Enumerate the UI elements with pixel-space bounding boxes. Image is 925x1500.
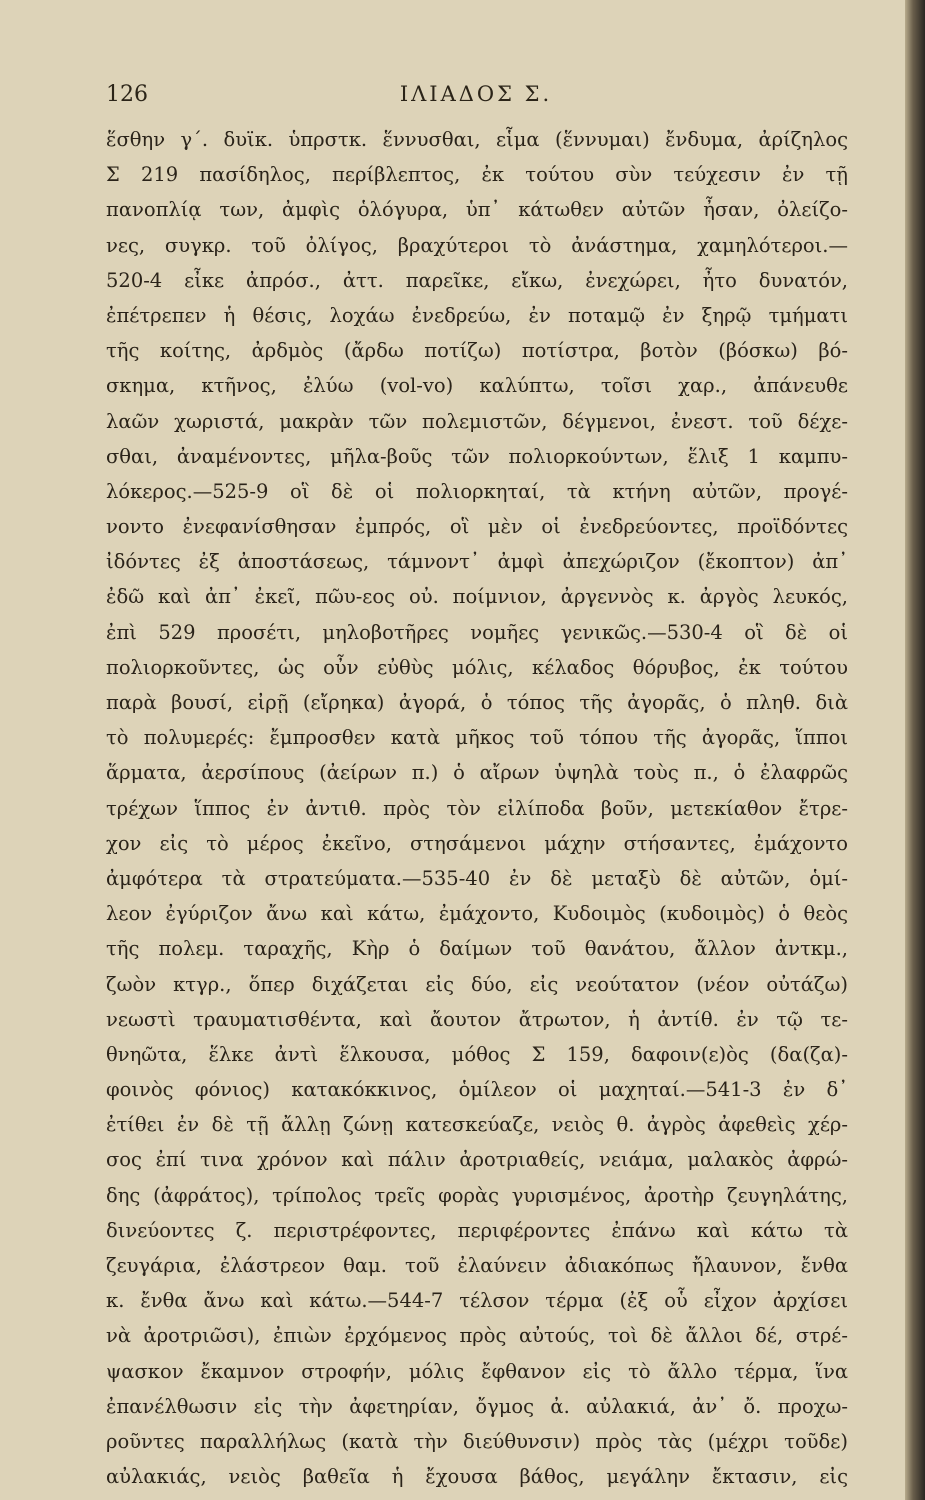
text-line: τρέχων ἵππος ἐν ἀντιθ. πρὸς τὸν εἰλίποδα βοῦν, μετεκίαθον ἔτρε- xyxy=(106,796,848,820)
text-line: σκημα, κτῆνος, ἐλύω (vol-vo) καλύπτω, τοῖσι χαρ., ἀπάνευθε xyxy=(106,374,848,398)
running-title: ΙΛΙΑΔΟΣ Σ. xyxy=(399,82,553,106)
text-line: σος ἐπί τινα χρόνον καὶ πάλιν ἀροτριαθείς, νειάμα, μαλακὸς ἀφρώ- xyxy=(106,1148,848,1172)
text-line: δινεύοντες ζ. περιστρέφοντες, περιφέροντες ἐπάνω καὶ κάτω τὰ xyxy=(106,1218,848,1242)
text-line: παρὰ βουσί, εἰρῇ (εἴρηκα) ἀγορά, ὁ τόπος τῆς ἀγορᾶς, ὁ πληθ. διὰ xyxy=(106,691,848,714)
book-binding-edge xyxy=(905,0,925,1500)
text-line: λόκερος.—525-9 οἳ δὲ οἱ πολιορκηταί, τὰ κτήνη αὐτῶν, προγέ- xyxy=(106,479,848,503)
text-line: ἰδόντες ἐξ ἀποστάσεως, τάμνοντ᾽ ἀμφὶ ἀπεχώριζον (ἔκοπτον) ἀπ᾽ xyxy=(106,550,848,574)
text-line: θνηῶτα, ἕλκε ἀντὶ ἕλκουσα, μόθος Σ 159, δαφοιν(ε)ὸς (δα(ζα)- xyxy=(106,1042,848,1066)
text-line: λεον ἐγύριζον ἄνω καὶ κάτω, ἐμάχοντο, Κυδοιμὸς (κυδοιμὸς) ὁ θεὸς xyxy=(106,902,848,926)
text-line: ψασκον ἔκαμνον στροφήν, μόλις ἔφθανον εἰς τὸ ἄλλο τέρμα, ἵνα xyxy=(106,1359,848,1383)
text-line: τὸ πολυμερές: ἔμπροσθεν κατὰ μῆκος τοῦ τόπου τῆς ἀγορᾶς, ἵπποι xyxy=(106,726,848,750)
text-line: Σ 219 πασίδηλος, περίβλεπτος, ἐκ τούτου σὺν τεύχεσιν ἐν τῇ xyxy=(106,163,848,187)
text-line: ἐδῶ καὶ ἀπ᾽ ἐκεῖ, πῶυ-εος οὐ. ποίμνιον, ἀργεννὸς κ. ἀργὸς λευκός, xyxy=(106,585,848,609)
text-line: ζευγάρια, ἐλάστρεον θαμ. τοῦ ἐλαύνειν ἀδιακόπως ἤλαυνον, ἔνθα xyxy=(106,1254,848,1277)
text-line: ροῦντες παραλλήλως (κατὰ τὴν διεύθυνσιν) πρὸς τὰς (μέχρι τοῦδε) xyxy=(106,1429,848,1453)
text-line: ἐπανέλθωσιν εἰς τὴν ἀφετηρίαν, ὄγμος ἀ. αὐλακιά, ἀν᾽ ὄ. προχω- xyxy=(106,1394,848,1418)
text-line: νες, συγκρ. τοῦ ὀλίγος, βραχύτεροι τὸ ἀνάστημα, χαμηλότεροι.— xyxy=(106,233,848,257)
text-line: πολιορκοῦντες, ὡς οὖν εὐθὺς μόλις, κέλαδος θόρυβος, ἐκ τούτου xyxy=(106,655,848,679)
text-line: χον εἰς τὸ μέρος ἐκεῖνο, στησάμενοι μάχην στήσαντες, ἐμάχοντο xyxy=(106,831,848,855)
text-line: ἀμφότερα τὰ στρατεύματα.—535-40 ἐν δὲ μεταξὺ δὲ αὐτῶν, ὁμί- xyxy=(106,866,848,890)
text-line: λαῶν χωριστά, μακρὰν τῶν πολεμιστῶν, δέγμενοι, ἐνεστ. τοῦ δέχε- xyxy=(106,409,848,433)
text-line: νὰ ἀροτριῶσι), ἐπιὼν ἐρχόμενος πρὸς αὐτούς, τοὶ δὲ ἄλλοι δέ, στρέ- xyxy=(106,1324,848,1348)
page-header xyxy=(106,82,846,122)
text-line: φοινὸς φόνιος) κατακόκκινος, ὁμίλεον οἱ μαχηταί.—541-3 ἐν δ᾽ xyxy=(106,1078,848,1102)
text-line: δης (ἀφράτος), τρίπολος τρεῖς φορὰς γυρισμένος, ἀροτὴρ ζευγηλάτης, xyxy=(106,1183,848,1207)
text-line: ἐπὶ 529 προσέτι, μηλοβοτῆρες νομῆες γενικῶς.—530-4 οἳ δὲ οἱ xyxy=(106,620,848,644)
text-line: ἐτίθει ἐν δὲ τῇ ἄλλῃ ζώνῃ κατεσκεύαζε, νειὸς θ. ἀγρὸς ἀφεθεὶς χέρ- xyxy=(106,1113,848,1137)
text-line: ἅρματα, ἀερσίπους (ἀείρων π.) ὁ αἴρων ὑψηλὰ τοὺς π., ὁ ἐλαφρῶς xyxy=(106,761,848,785)
text-line: ἐπέτρεπεν ἡ θέσις, λοχάω ἐνεδρεύω, ἐν ποταμῷ ἐν ξηρῷ τμήματι xyxy=(106,303,848,327)
text-line: ζωὸν κτγρ., ὅπερ διχάζεται εἰς δύο, εἰς νεούτατον (νέον οὐτάζω) xyxy=(106,972,848,996)
text-line: ἕσθην γ΄. δυϊκ. ὑπρστκ. ἕννυσθαι, εἷμα (ἕννυμαι) ἔνδυμα, ἀρίζηλος xyxy=(106,128,848,151)
text-line: νεωστὶ τραυματισθέντα, καὶ ἄουτον ἄτρωτον, ἡ ἀντίθ. ἐν τῷ τε- xyxy=(106,1007,848,1031)
text-line: πανοπλίᾳ των, ἀμφὶς ὁλόγυρα, ὑπ᾽ κάτωθεν αὐτῶν ἦσαν, ὀλείζο- xyxy=(106,198,848,222)
commentary-text xyxy=(106,122,848,1494)
text-line: αὐλακιάς, νειὸς βαθεῖα ἡ ἔχουσα βάθος, μεγάλην ἔκτασιν, εἰς xyxy=(106,1465,848,1489)
text-line: τῆς κοίτης, ἀρδμὸς (ἄρδω ποτίζω) ποτίστρα, βοτὸν (βόσκω) βό- xyxy=(106,339,848,363)
text-line: νοντο ἐνεφανίσθησαν ἐμπρός, οἳ μὲν οἱ ἐνεδρεύοντες, προϊδόντες xyxy=(106,515,848,539)
text-line: σθαι, ἀναμένοντες, μῆλα-βοῦς τῶν πολιορκούντων, ἕλιξ 1 καμπυ- xyxy=(106,444,848,468)
text-line: τῆς πολεμ. ταραχῆς, Κὴρ ὁ δαίμων τοῦ θανάτου, ἄλλον ἀντκμ., xyxy=(106,937,848,961)
page-number: 126 xyxy=(106,82,148,107)
text-line: κ. ἔνθα ἄνω καὶ κάτω.—544-7 τέλσον τέρμα (ἐξ οὗ εἶχον ἀρχίσει xyxy=(106,1289,848,1313)
text-line: 520-4 εἶκε ἀπρόσ., ἀττ. παρεῖκε, εἴκω, ἐνεχώρει, ἦτο δυνατόν, xyxy=(106,268,848,292)
